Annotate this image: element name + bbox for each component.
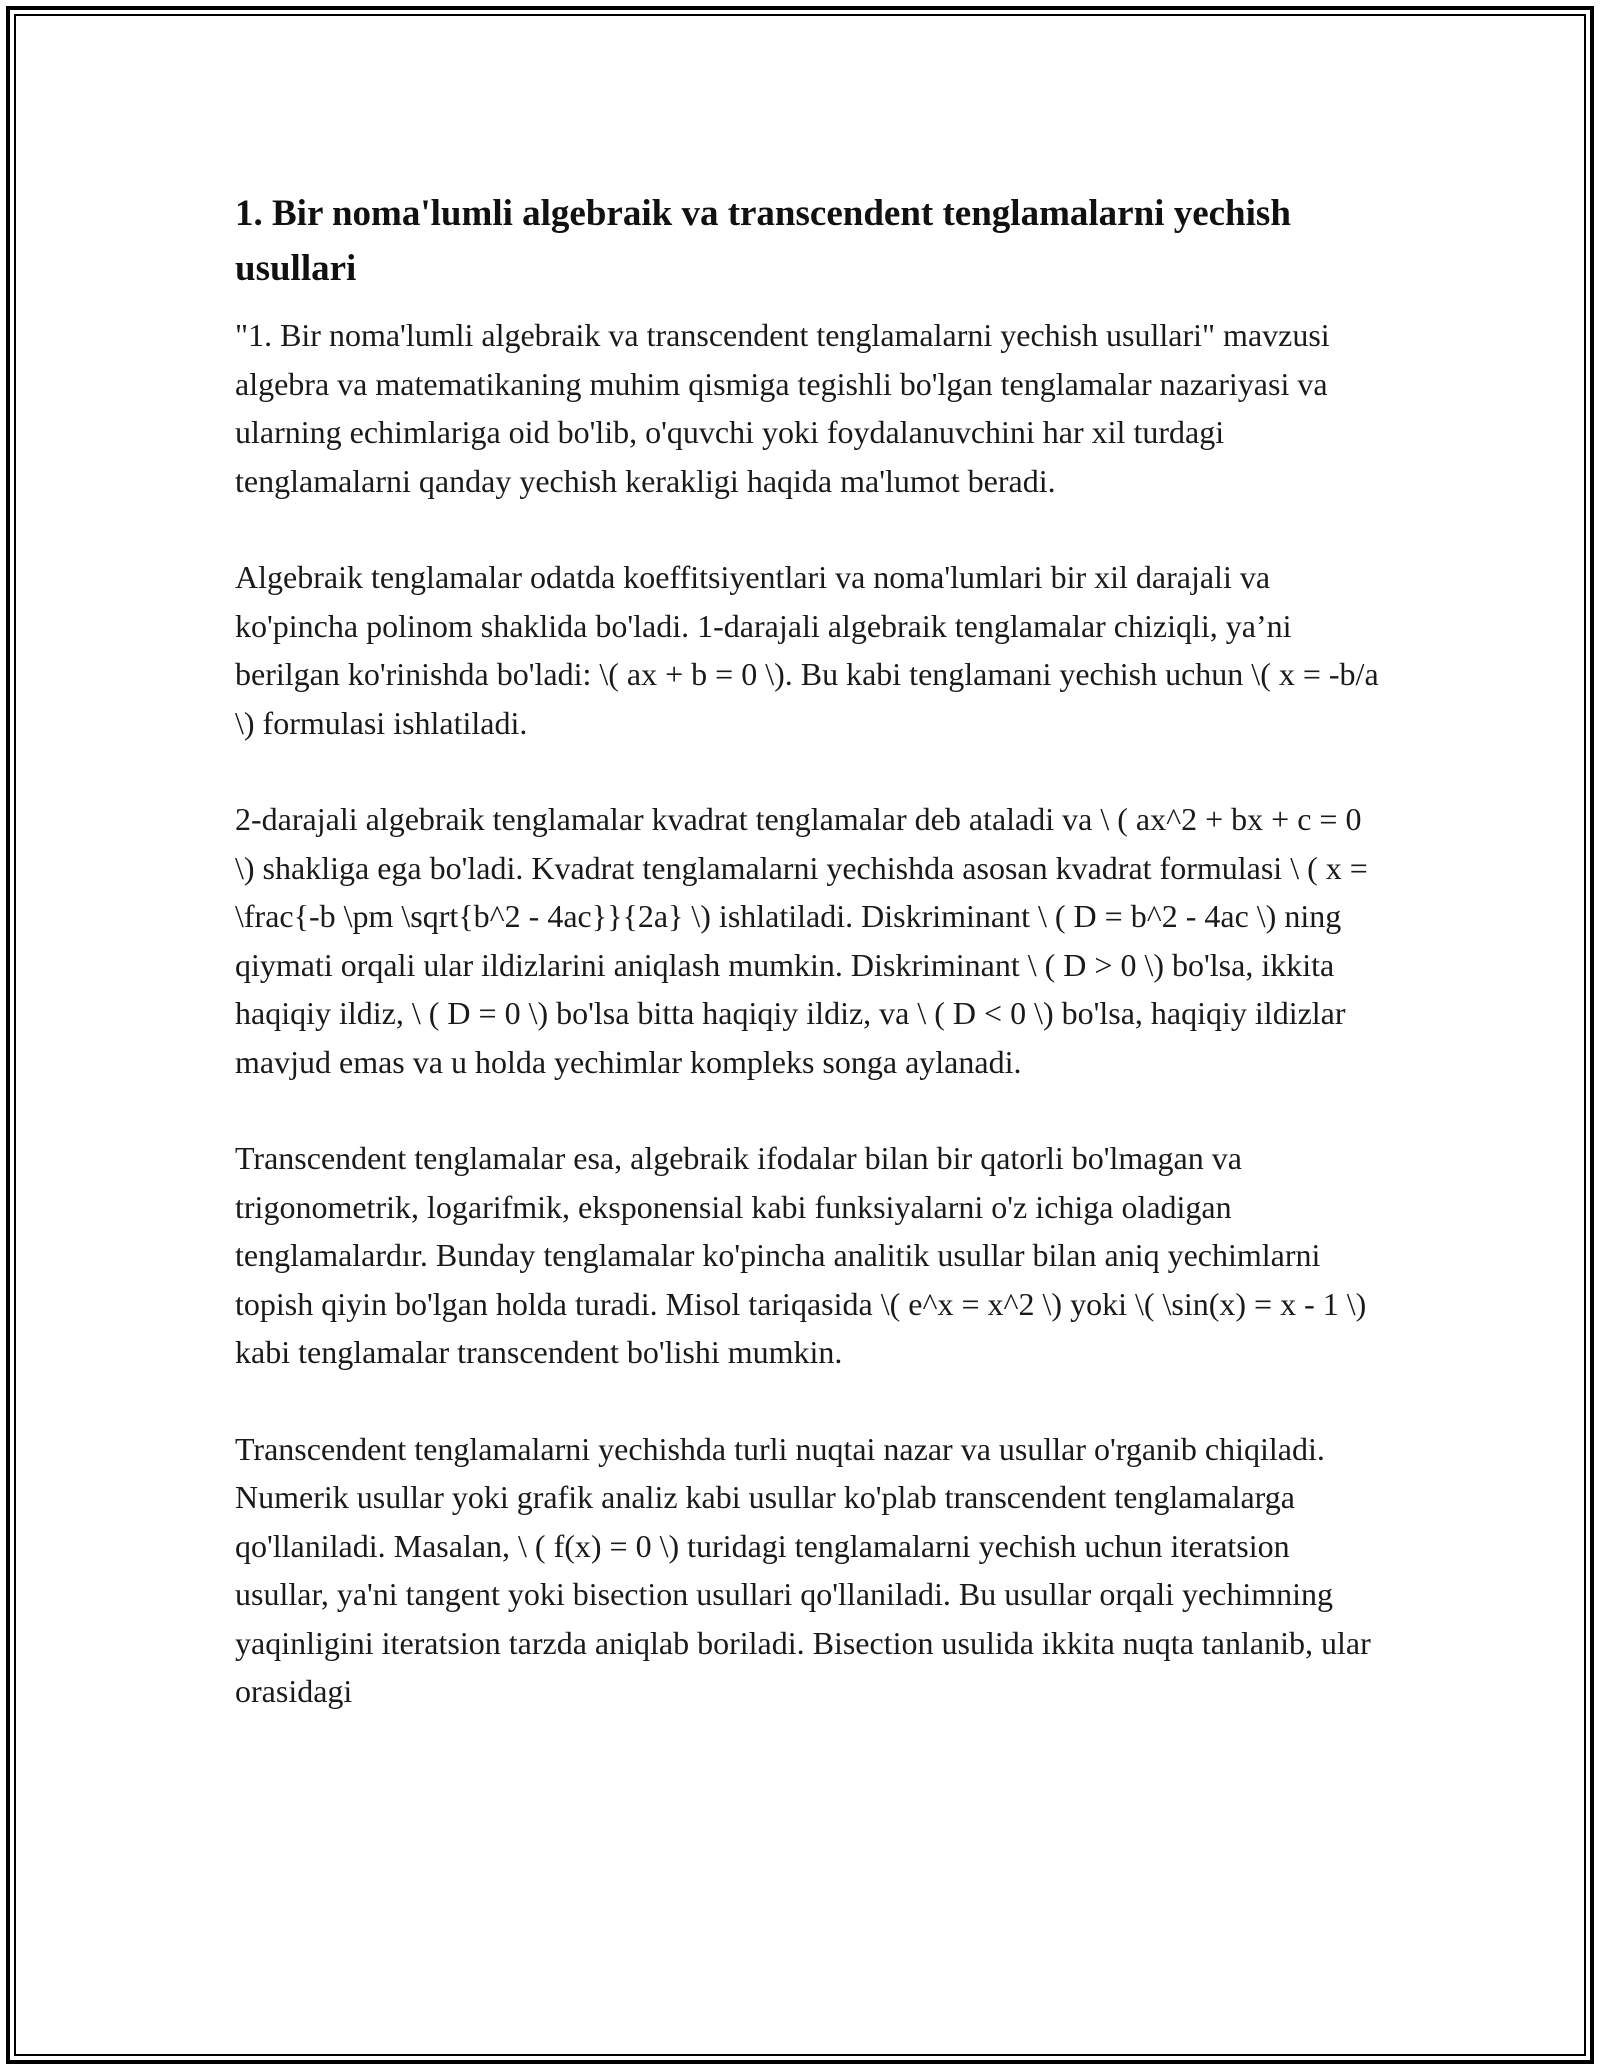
paragraph-transcendent-equations: Transcendent tenglamalar esa, algebraik ifodalar bilan bir qatorli bo'lmagan va trigonometrik, logarifmik, eksponensial kabi funksiyalarni o'z ichiga oladigan tenglamalardır. Bunday tenglamalar ko'pincha analitik usullar bilan aniq yechimlarni topish qiyin bo'lgan holda turadi. Misol tariqasida \( e^x = x^2 \) yoki \( \sin(x) = x - 1 \) kabi tenglamalar transcendent bo'lishi mumkin. xyxy=(235,1140,1367,1370)
paragraph-quadratic-equations: 2-darajali algebraik tenglamalar kvadrat tenglamalar deb ataladi va \ ( ax^2 + bx + c = 0 \) shakliga ega bo'ladi. Kvadrat tenglamalarni yechishda asosan kvadrat formulasi \ ( x = \frac{-b \pm \sqrt{b^2 - 4ac}}{2a} \) ishlatiladi. Diskriminant \ ( D = b^2 - 4ac \) ning qiymati orqali ular ildizlarini aniqlash mumkin. Diskriminant \ ( D > 0 \) bo'lsa, ikkita haqiqiy ildiz, \ ( D = 0 \) bo'lsa bitta haqiqiy ildiz, va \ ( D < 0 \) bo'lsa, haqiqiy ildizlar mavjud emas va u holda yechimlar kompleks songa aylanadi. xyxy=(235,801,1368,1080)
paragraph-intro: "1. Bir noma'lumli algebraik va transcendent tenglamalarni yechish usullari" mavzusi algebra va matematikaning muhim qismiga tegishli bo'lgan tenglamalar nazariyasi va ularning echimlariga oid bo'lib, o'quvchi yoki foydalanuvchini har xil turdagi tenglamalarni qanday yechish kerakligi haqida ma'lumot beradi. xyxy=(235,317,1330,499)
section-heading: 1. Bir noma'lumli algebraik va transcendent tenglamalarni yechish usullari xyxy=(235,193,1291,289)
paragraph-solving-methods: Transcendent tenglamalarni yechishda turli nuqtai nazar va usullar o'rganib chiqiladi. Numerik usullar yoki grafik analiz kabi usullar ko'plab transcendent tenglamalarga qo'llaniladi. Masalan, \ ( f(x) = 0 \) turidagi tenglamalarni yechish uchun iteratsion usullar, ya'ni tangent yoki bisection usullari qo'llaniladi. Bu usullar orqali yechimning yaqinligini iteratsion tarzda aniqlab boriladi. Bisection usulida ikkita nuqta tanlanib, ular orasidagi xyxy=(235,1430,1371,1709)
paragraph-algebraic-equations: Algebraik tenglamalar odatda koeffitsiyentlari va noma'lumlari bir xil darajali va ko'pincha polinom shaklida bo'ladi. 1-darajali algebraik tenglamalar chiziqli, ya’ni berilgan ko'rinishda bo'ladi: \( ax + b = 0 \). Bu kabi tenglamani yechish uchun \( x = -b/a \) formulasi ishlatiladi. xyxy=(235,559,1379,741)
document-body xyxy=(235,186,1385,1764)
